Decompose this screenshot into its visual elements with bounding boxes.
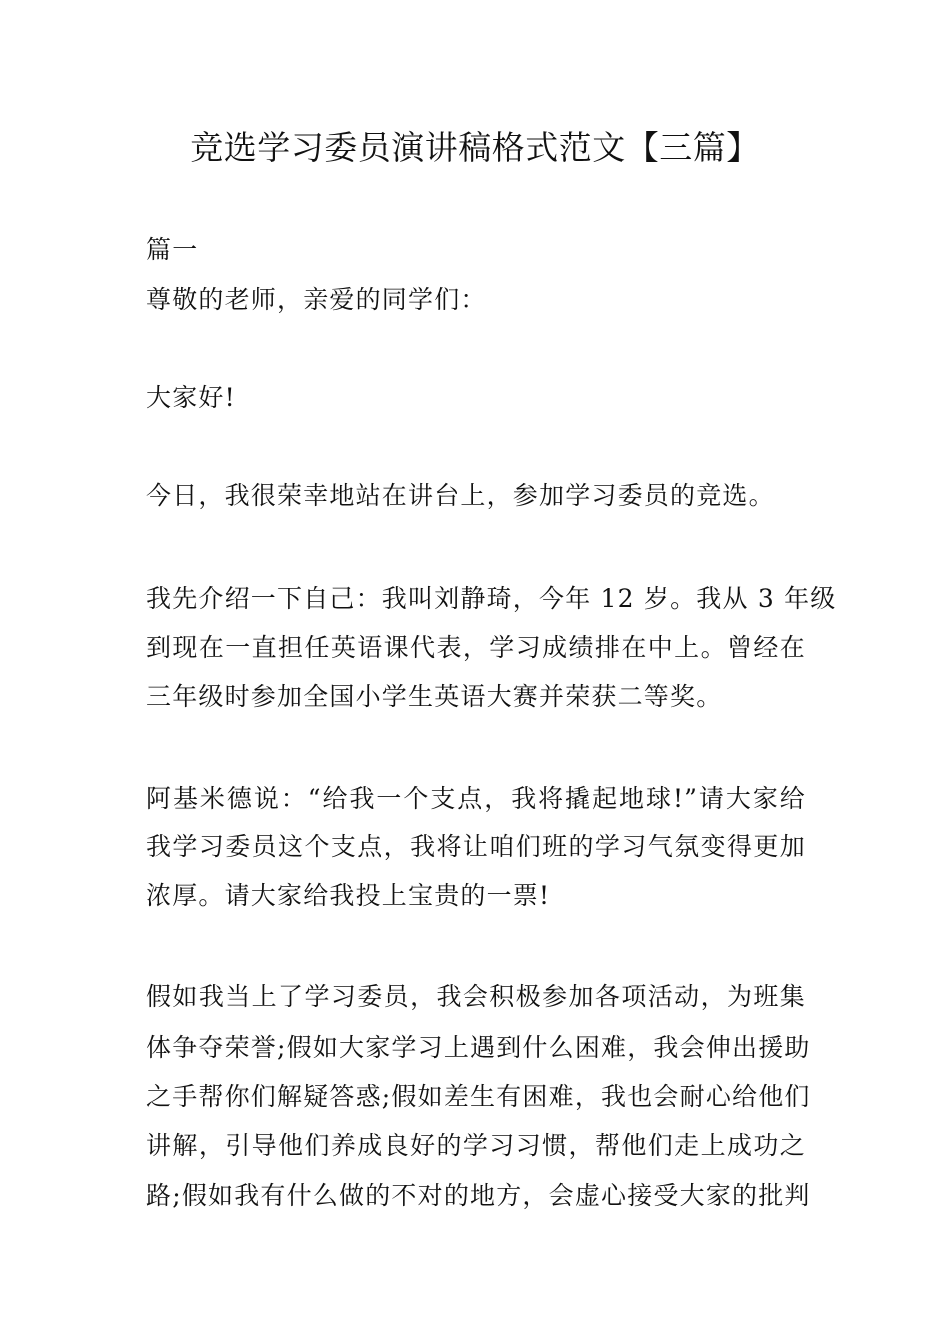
document-title: 竞选学习委员演讲稿格式范文【三篇】	[190, 128, 760, 167]
paragraph-line: 我先介绍一下自己：我叫刘静琦，今年 12 岁。我从 3 年级	[146, 584, 837, 613]
paragraph-line: 路;假如我有什么做的不对的地方，会虚心接受大家的批判	[146, 1181, 811, 1210]
section-heading: 篇一	[146, 235, 199, 264]
paragraph-line: 到现在一直担任英语课代表，学习成绩排在中上。曾经在	[146, 633, 806, 662]
paragraph-line: 讲解，引导他们养成良好的学习习惯，帮他们走上成功之	[146, 1131, 806, 1160]
paragraph-line: 三年级时参加全国小学生英语大赛并荣获二等奖。	[146, 682, 723, 711]
paragraph-line: 阿基米德说：“给我一个支点，我将撬起地球!”请大家给	[146, 784, 806, 813]
paragraph-line: 今日，我很荣幸地站在讲台上，参加学习委员的竞选。	[146, 481, 775, 510]
paragraph-line: 体争夺荣誉;假如大家学习上遇到什么困难，我会伸出援助	[146, 1033, 811, 1062]
paragraph-line: 之手帮你们解疑答惑;假如差生有困难，我也会耐心给他们	[146, 1082, 811, 1111]
paragraph-line: 我学习委员这个支点，我将让咱们班的学习气氛变得更加	[146, 832, 806, 861]
paragraph-line: 浓厚。请大家给我投上宝贵的一票!	[146, 881, 551, 910]
greeting: 大家好!	[146, 383, 236, 412]
paragraph-line: 假如我当上了学习委员，我会积极参加各项活动，为班集	[146, 982, 806, 1011]
salutation: 尊敬的老师，亲爱的同学们：	[146, 285, 487, 314]
